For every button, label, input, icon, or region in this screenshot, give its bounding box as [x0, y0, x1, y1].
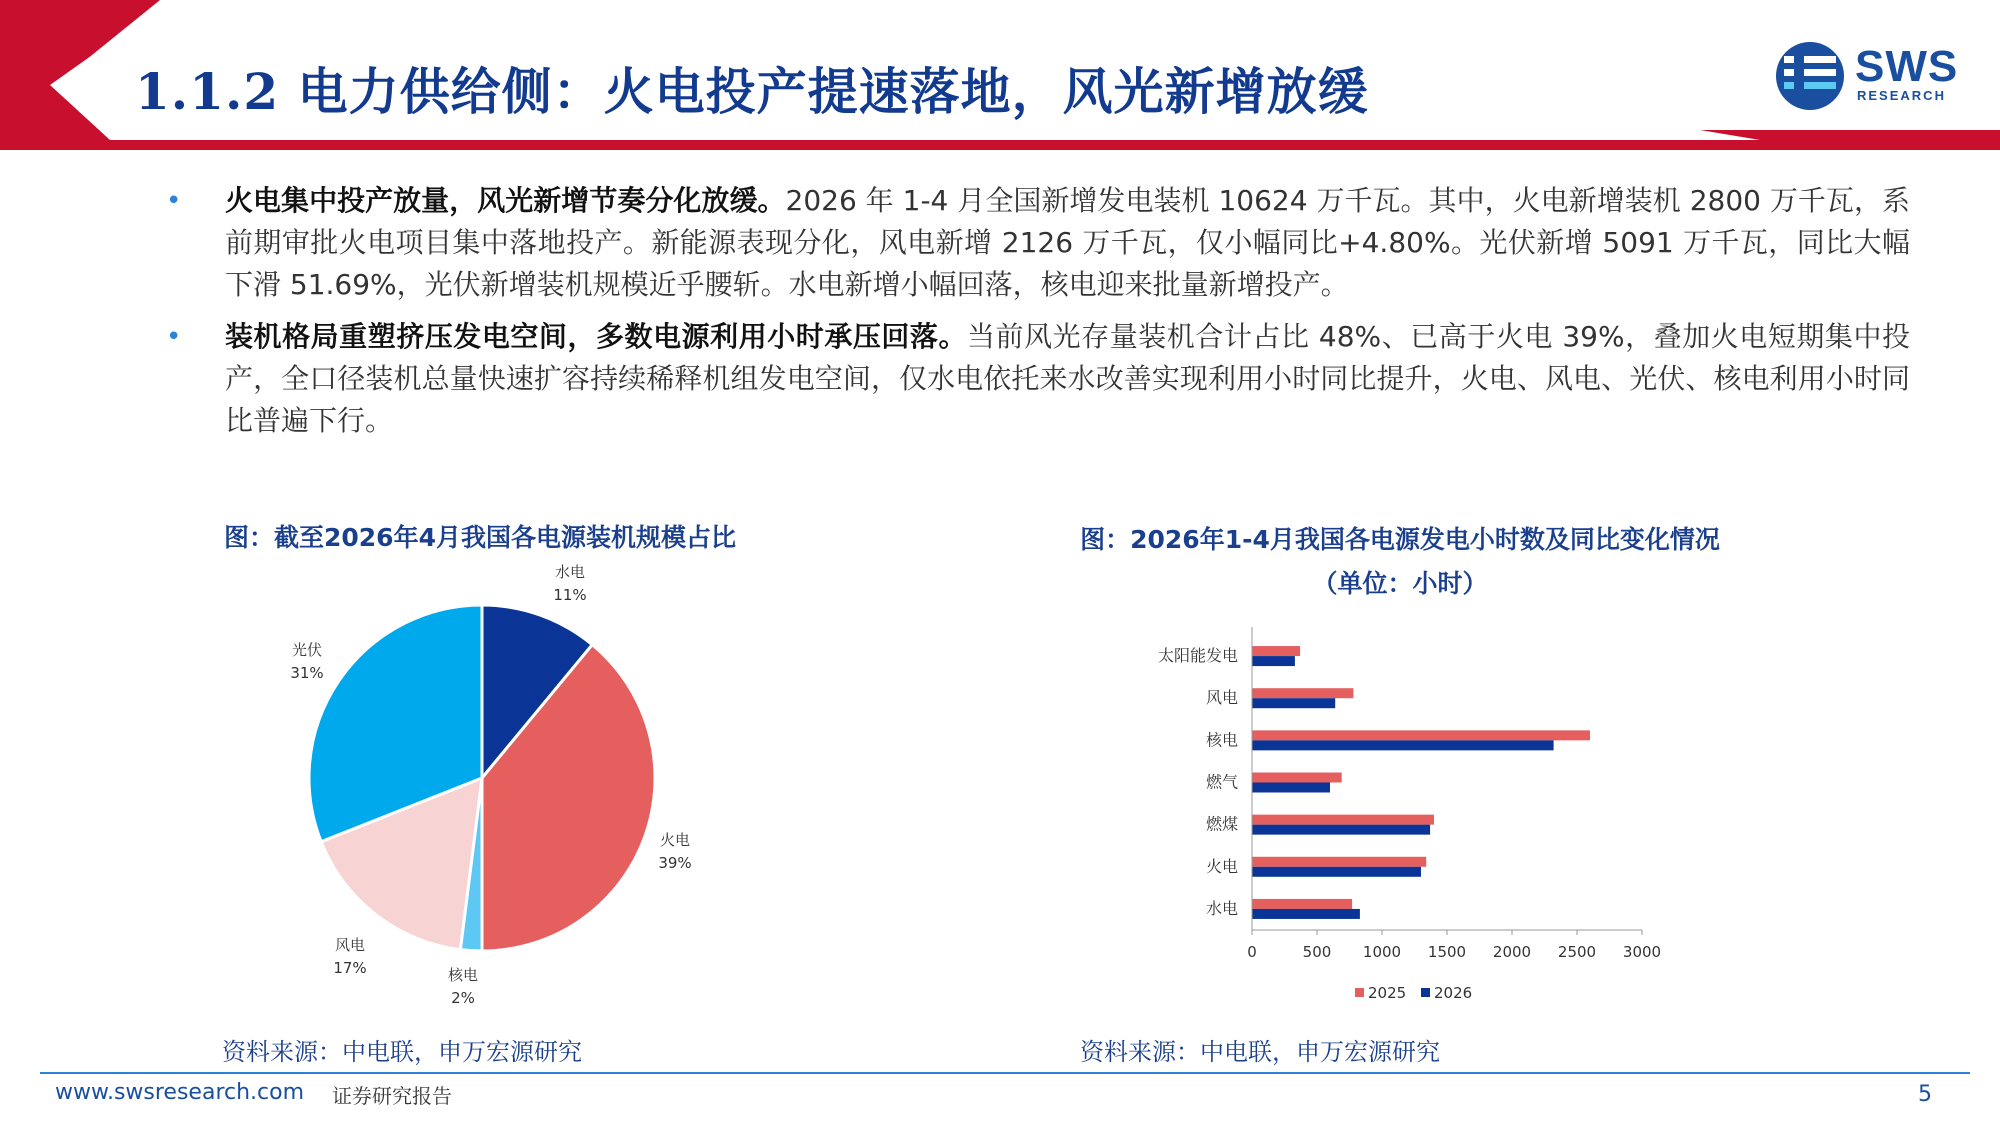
bar-category-label: 水电	[1205, 898, 1238, 918]
bullet-lead: 火电集中投产放量，风光新增节奏分化放缓。	[225, 184, 786, 217]
bullet-dot-icon: •	[166, 186, 182, 216]
bar-category-label: 燃煤	[1205, 814, 1238, 834]
bar-2025-1	[1252, 688, 1353, 698]
bar-x-tick-label: 1000	[1362, 943, 1402, 961]
footer-label: 证券研究报告	[332, 1084, 452, 1108]
bar-category-label: 核电	[1205, 730, 1238, 750]
bullet-lead: 装机格局重塑挤压发电空间，多数电源利用小时承压回落。	[225, 320, 968, 353]
footer-url: www.swsresearch.com	[55, 1080, 305, 1105]
figure-title-bar-line2: （单位：小时）	[1312, 569, 1488, 598]
pie-pct-label: 39%	[658, 854, 692, 872]
bar-2026-6	[1252, 909, 1360, 919]
figure-title-bar	[1050, 518, 1750, 606]
bullet-body	[225, 316, 1910, 442]
pie-label: 核电	[447, 966, 479, 984]
bar-2025-0	[1252, 646, 1300, 656]
pie-label: 风电	[334, 936, 366, 954]
pie-pct-label: 17%	[333, 959, 367, 977]
bullet-dot-icon: •	[166, 322, 182, 352]
legend-label: 2026	[1434, 984, 1473, 1002]
bullet-text: 当前风光存量装机合计占比 48%、已高于火电 39%，叠加火电短期集中投产，全口径装机总量快速扩容持续稀释机组发电空间，仅水电依托来水改善实现利用小时同比提升，火电、风电、光伏、核电利用小时同比普遍下行。	[225, 320, 1910, 437]
bullet-item	[166, 316, 1910, 442]
bar-2026-3	[1252, 783, 1330, 793]
pie-pct-label: 2%	[451, 989, 475, 1007]
bar-2026-5	[1252, 867, 1421, 877]
legend-swatch	[1421, 988, 1430, 997]
bar-2025-4	[1252, 815, 1434, 825]
bar-2025-6	[1252, 899, 1352, 909]
figure-title-bar-line1: 图：2026年1-4月我国各电源发电小时数及同比变化情况	[1080, 525, 1720, 554]
bar-chart	[1130, 620, 1690, 1070]
bullet-body	[225, 180, 1910, 306]
bar-2026-4	[1252, 825, 1430, 835]
bar-x-tick-label: 0	[1247, 943, 1257, 961]
bar-category-label: 火电	[1205, 856, 1238, 876]
page-number: 5	[1918, 1082, 1932, 1107]
legend-label: 2025	[1368, 984, 1407, 1002]
bar-category-label: 燃气	[1205, 772, 1238, 792]
logo-text: SWS	[1855, 42, 1959, 91]
page-title: 1.1.2 电力供给侧：火电投产提速落地，风光新增放缓	[135, 62, 1369, 121]
legend-swatch	[1355, 988, 1364, 997]
bar-2025-3	[1252, 773, 1342, 783]
footer-divider	[40, 1072, 1970, 1074]
pie-label: 水电	[554, 563, 586, 581]
bar-2026-2	[1252, 740, 1554, 750]
bar-x-tick-label: 3000	[1622, 943, 1662, 961]
bar-2026-1	[1252, 698, 1335, 708]
pie-pct-label: 11%	[553, 586, 587, 604]
bullet-item	[166, 180, 1910, 306]
bar-2025-2	[1252, 730, 1590, 740]
bar-2026-0	[1252, 656, 1295, 666]
bullet-text: 2026 年 1-4 月全国新增发电装机 10624 万千瓦。其中，火电新增装机 2800 万千瓦，系前期审批火电项目集中落地投产。新能源表现分化，风电新增 2126 万千瓦，仅小幅同比+4.80%。光伏新增 5091 万千瓦，同比大幅下滑 51.69%，光伏新增装机规模近乎腰斩。水电新增小幅回落，核电迎来批量新增投产。	[225, 184, 1910, 301]
pie-label: 火电	[659, 831, 691, 849]
bar-category-label: 风电	[1205, 688, 1238, 708]
bar-x-tick-label: 500	[1302, 943, 1332, 961]
bar-category-label: 太阳能发电	[1157, 646, 1238, 666]
source-note: 资料来源：中电联，申万宏源研究	[1080, 1038, 1440, 1066]
pie-chart	[200, 555, 760, 1015]
figure-title-pie: 图：截至2026年4月我国各电源装机规模占比	[224, 523, 736, 552]
pie-label: 光伏	[291, 641, 323, 659]
bar-x-tick-label: 1500	[1427, 943, 1467, 961]
bar-x-tick-label: 2500	[1557, 943, 1597, 961]
bar-x-tick-label: 2000	[1492, 943, 1532, 961]
bar-2025-5	[1252, 857, 1426, 867]
source-note: 资料来源：中电联，申万宏源研究	[222, 1038, 582, 1066]
pie-pct-label: 31%	[290, 664, 324, 682]
logo-subtext: RESEARCH	[1857, 88, 1946, 103]
